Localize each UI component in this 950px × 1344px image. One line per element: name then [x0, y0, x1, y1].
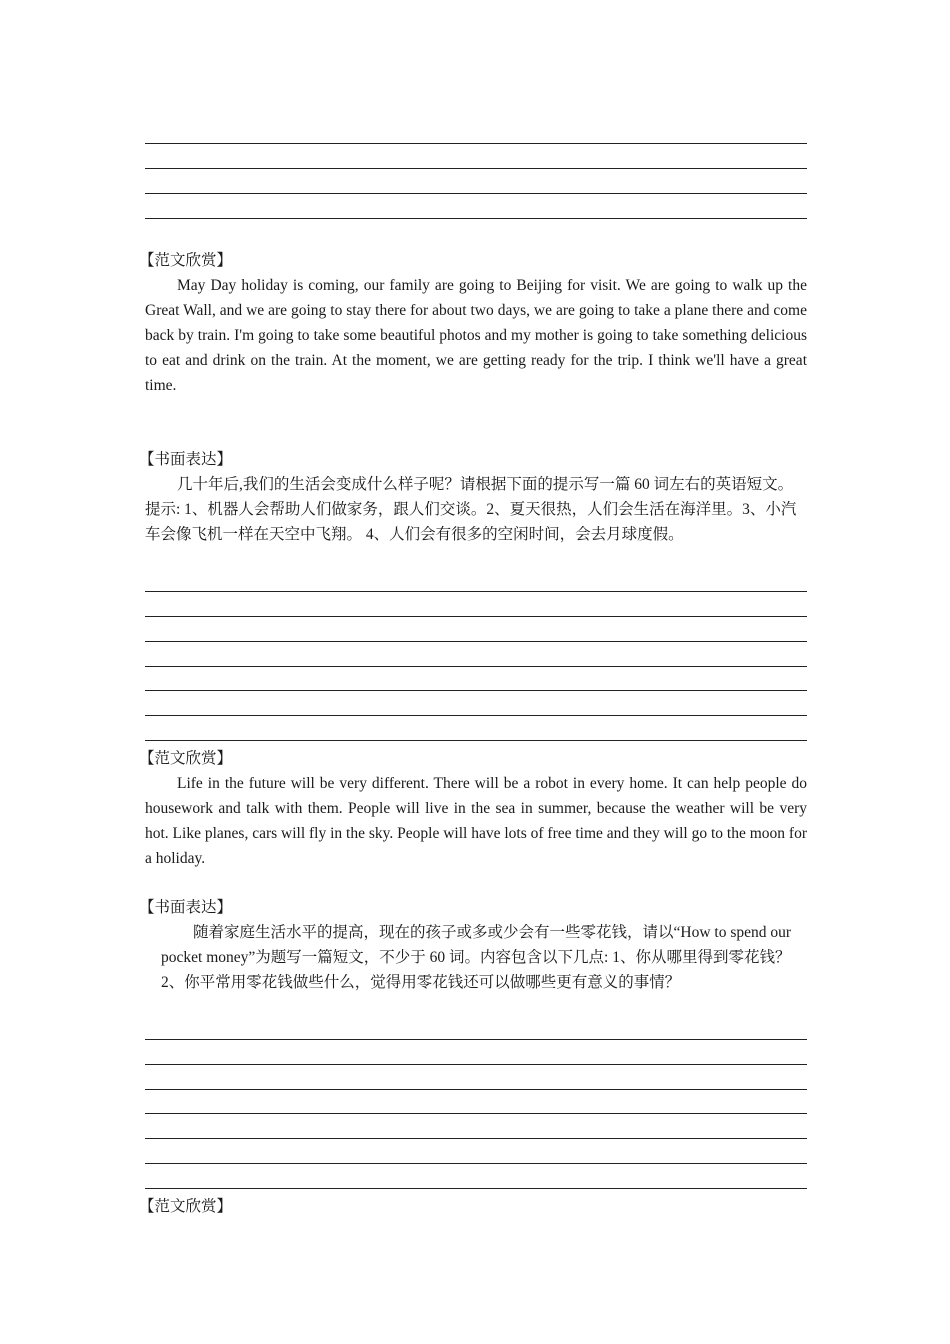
- section-heading-model-3: 【范文欣赏】: [139, 1198, 233, 1215]
- model-essay-2: Life in the future will be very different. There will be a robot in every home. It can help people do housework and talk with them. People will live in the sea in summer, because the weather will be very hot. Like planes, cars will fly in the sky. People will have lots of free time and they will go to the moon for a holiday.: [145, 775, 807, 867]
- answer-line: [145, 666, 807, 667]
- answer-line: [145, 740, 807, 741]
- answer-line: [145, 1113, 807, 1114]
- answer-line: [145, 715, 807, 716]
- writing-prompt-3: 随着家庭生活水平的提高，现在的孩子或多或少会有一些零花钱，请以“How to spend our pocket money”为题写一篇短文，不少于 60 词。内容包含以下几点: 1、你从哪里得到零花钱？2、你平常用零花钱做些什么，觉得用零花钱还可以做哪些更有意义的事情？: [161, 924, 792, 991]
- section-heading-model-1: 【范文欣赏】: [139, 252, 233, 269]
- section-heading-writing-2: 【书面表达】: [139, 451, 233, 468]
- answer-line: [145, 591, 807, 592]
- answer-line: [145, 641, 807, 642]
- answer-line: [145, 193, 807, 194]
- model-essay-1: May Day holiday is coming, our family are going to Beijing for visit. We are going to walk up the Great Wall, and we are going to stay there for about two days, we are going to take a plane there and come back by train. I'm going to take some beautiful photos and my mother is going to take something delicious to eat and drink on the train. At the moment, we are getting ready for the trip. I think we'll have a great time.: [145, 277, 807, 394]
- answer-line: [145, 690, 807, 691]
- answer-line: [145, 1039, 807, 1040]
- answer-line: [145, 616, 807, 617]
- answer-line: [145, 168, 807, 169]
- section-heading-model-2: 【范文欣赏】: [139, 750, 233, 767]
- answer-line: [145, 218, 807, 219]
- section-heading-writing-3: 【书面表达】: [139, 899, 233, 916]
- answer-line: [145, 1163, 807, 1164]
- answer-line: [145, 1188, 807, 1189]
- answer-line: [145, 1089, 807, 1090]
- document-page: [139, 0, 807, 1344]
- answer-line: [145, 1064, 807, 1065]
- answer-line: [145, 143, 807, 144]
- writing-prompt-2: 几十年后,我们的生活会变成什么样子呢？请根据下面的提示写一篇 60 词左右的英语短文。提示: 1、机器人会帮助人们做家务，跟人们交谈。2、夏天很热，人们会生活在海洋里。3、小汽车会像飞机一样在天空中飞翔。 4、人们会有很多的空闲时间，会去月球度假。: [145, 476, 797, 543]
- answer-line: [145, 1138, 807, 1139]
